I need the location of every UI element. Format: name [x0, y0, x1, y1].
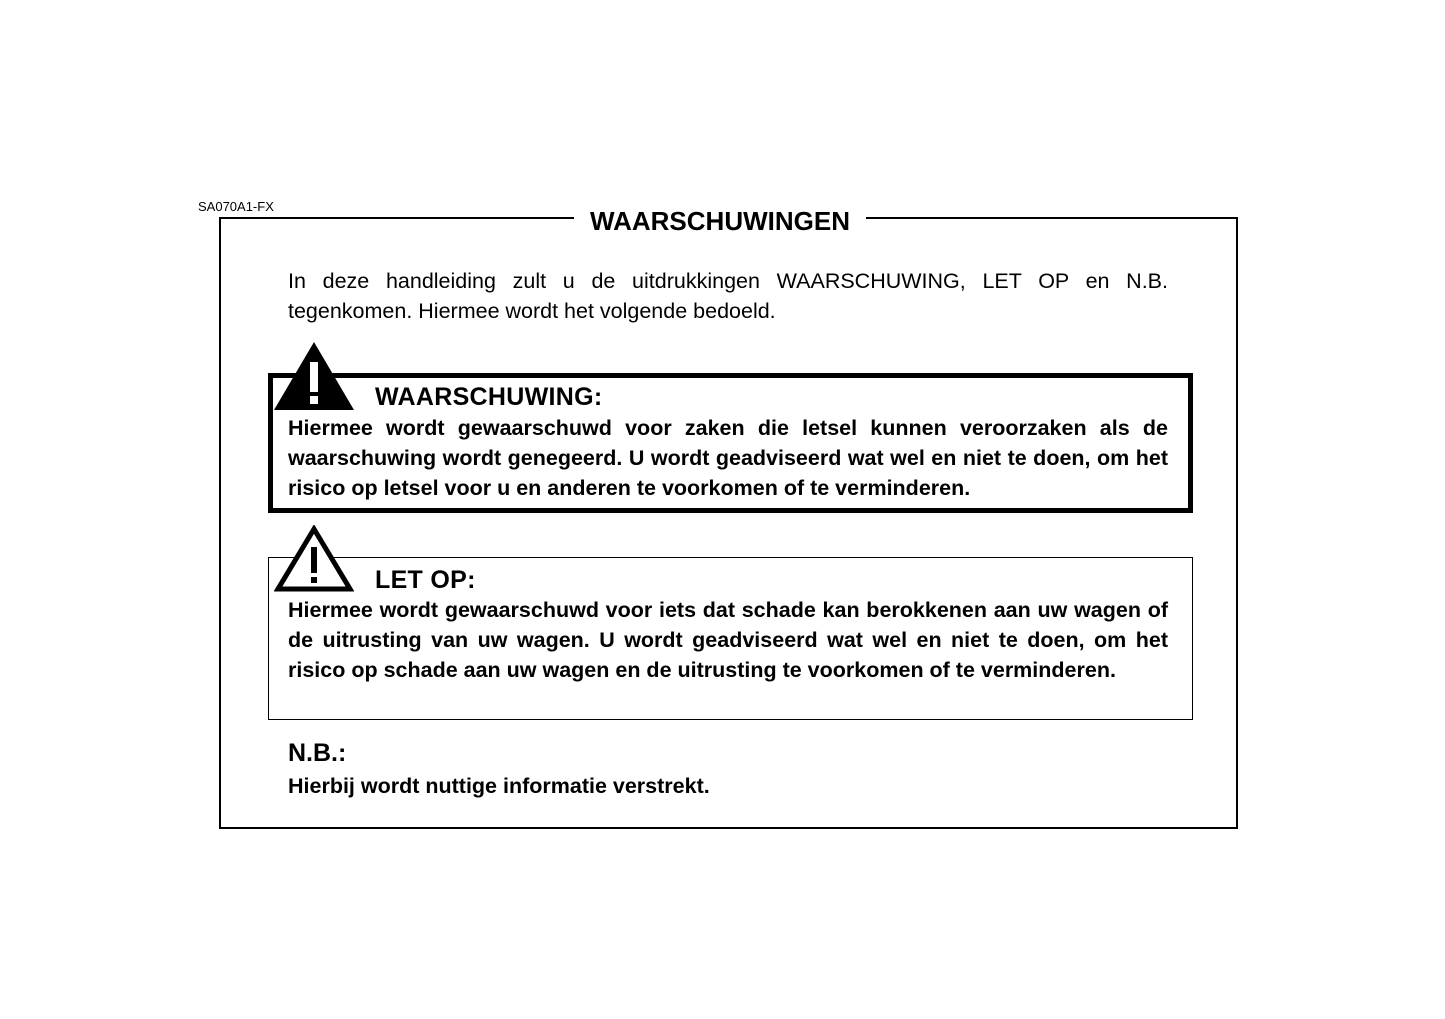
- warning-heading: WAARSCHUWING:: [375, 383, 603, 411]
- note-body: Hierbij wordt nuttige informatie verstrekt.: [288, 774, 710, 798]
- caution-triangle-outline-icon: [274, 525, 354, 593]
- warning-triangle-filled-icon: [272, 340, 356, 412]
- section-title: WAARSCHUWINGEN: [574, 204, 866, 238]
- caution-heading: LET OP:: [375, 566, 476, 594]
- intro-paragraph: In deze handleiding zult u de uitdrukkingen WAARSCHUWING, LET OP en N.B. tegenkomen. Hiermee wordt het volgende bedoeld.: [288, 269, 1168, 323]
- document-code: SA070A1-FX: [198, 199, 274, 214]
- warning-body: Hiermee wordt gewaarschuwd voor zaken die letsel kunnen veroorzaken als de waarschuwing wordt genegeerd. U wordt geadviseerd wat wel en niet te doen, om het risico op letsel voor u en anderen te voorkomen of te verminderen.: [288, 416, 1168, 500]
- caution-body: Hiermee wordt gewaarschuwd voor iets dat schade kan berokkenen aan uw wagen of de uitrusting van uw wagen. U wordt geadviseerd wat wel en niet te doen, om het risico op schade aan uw wagen en de uitrusting te voorkomen of te verminderen.: [288, 598, 1168, 682]
- note-heading: N.B.:: [288, 739, 347, 767]
